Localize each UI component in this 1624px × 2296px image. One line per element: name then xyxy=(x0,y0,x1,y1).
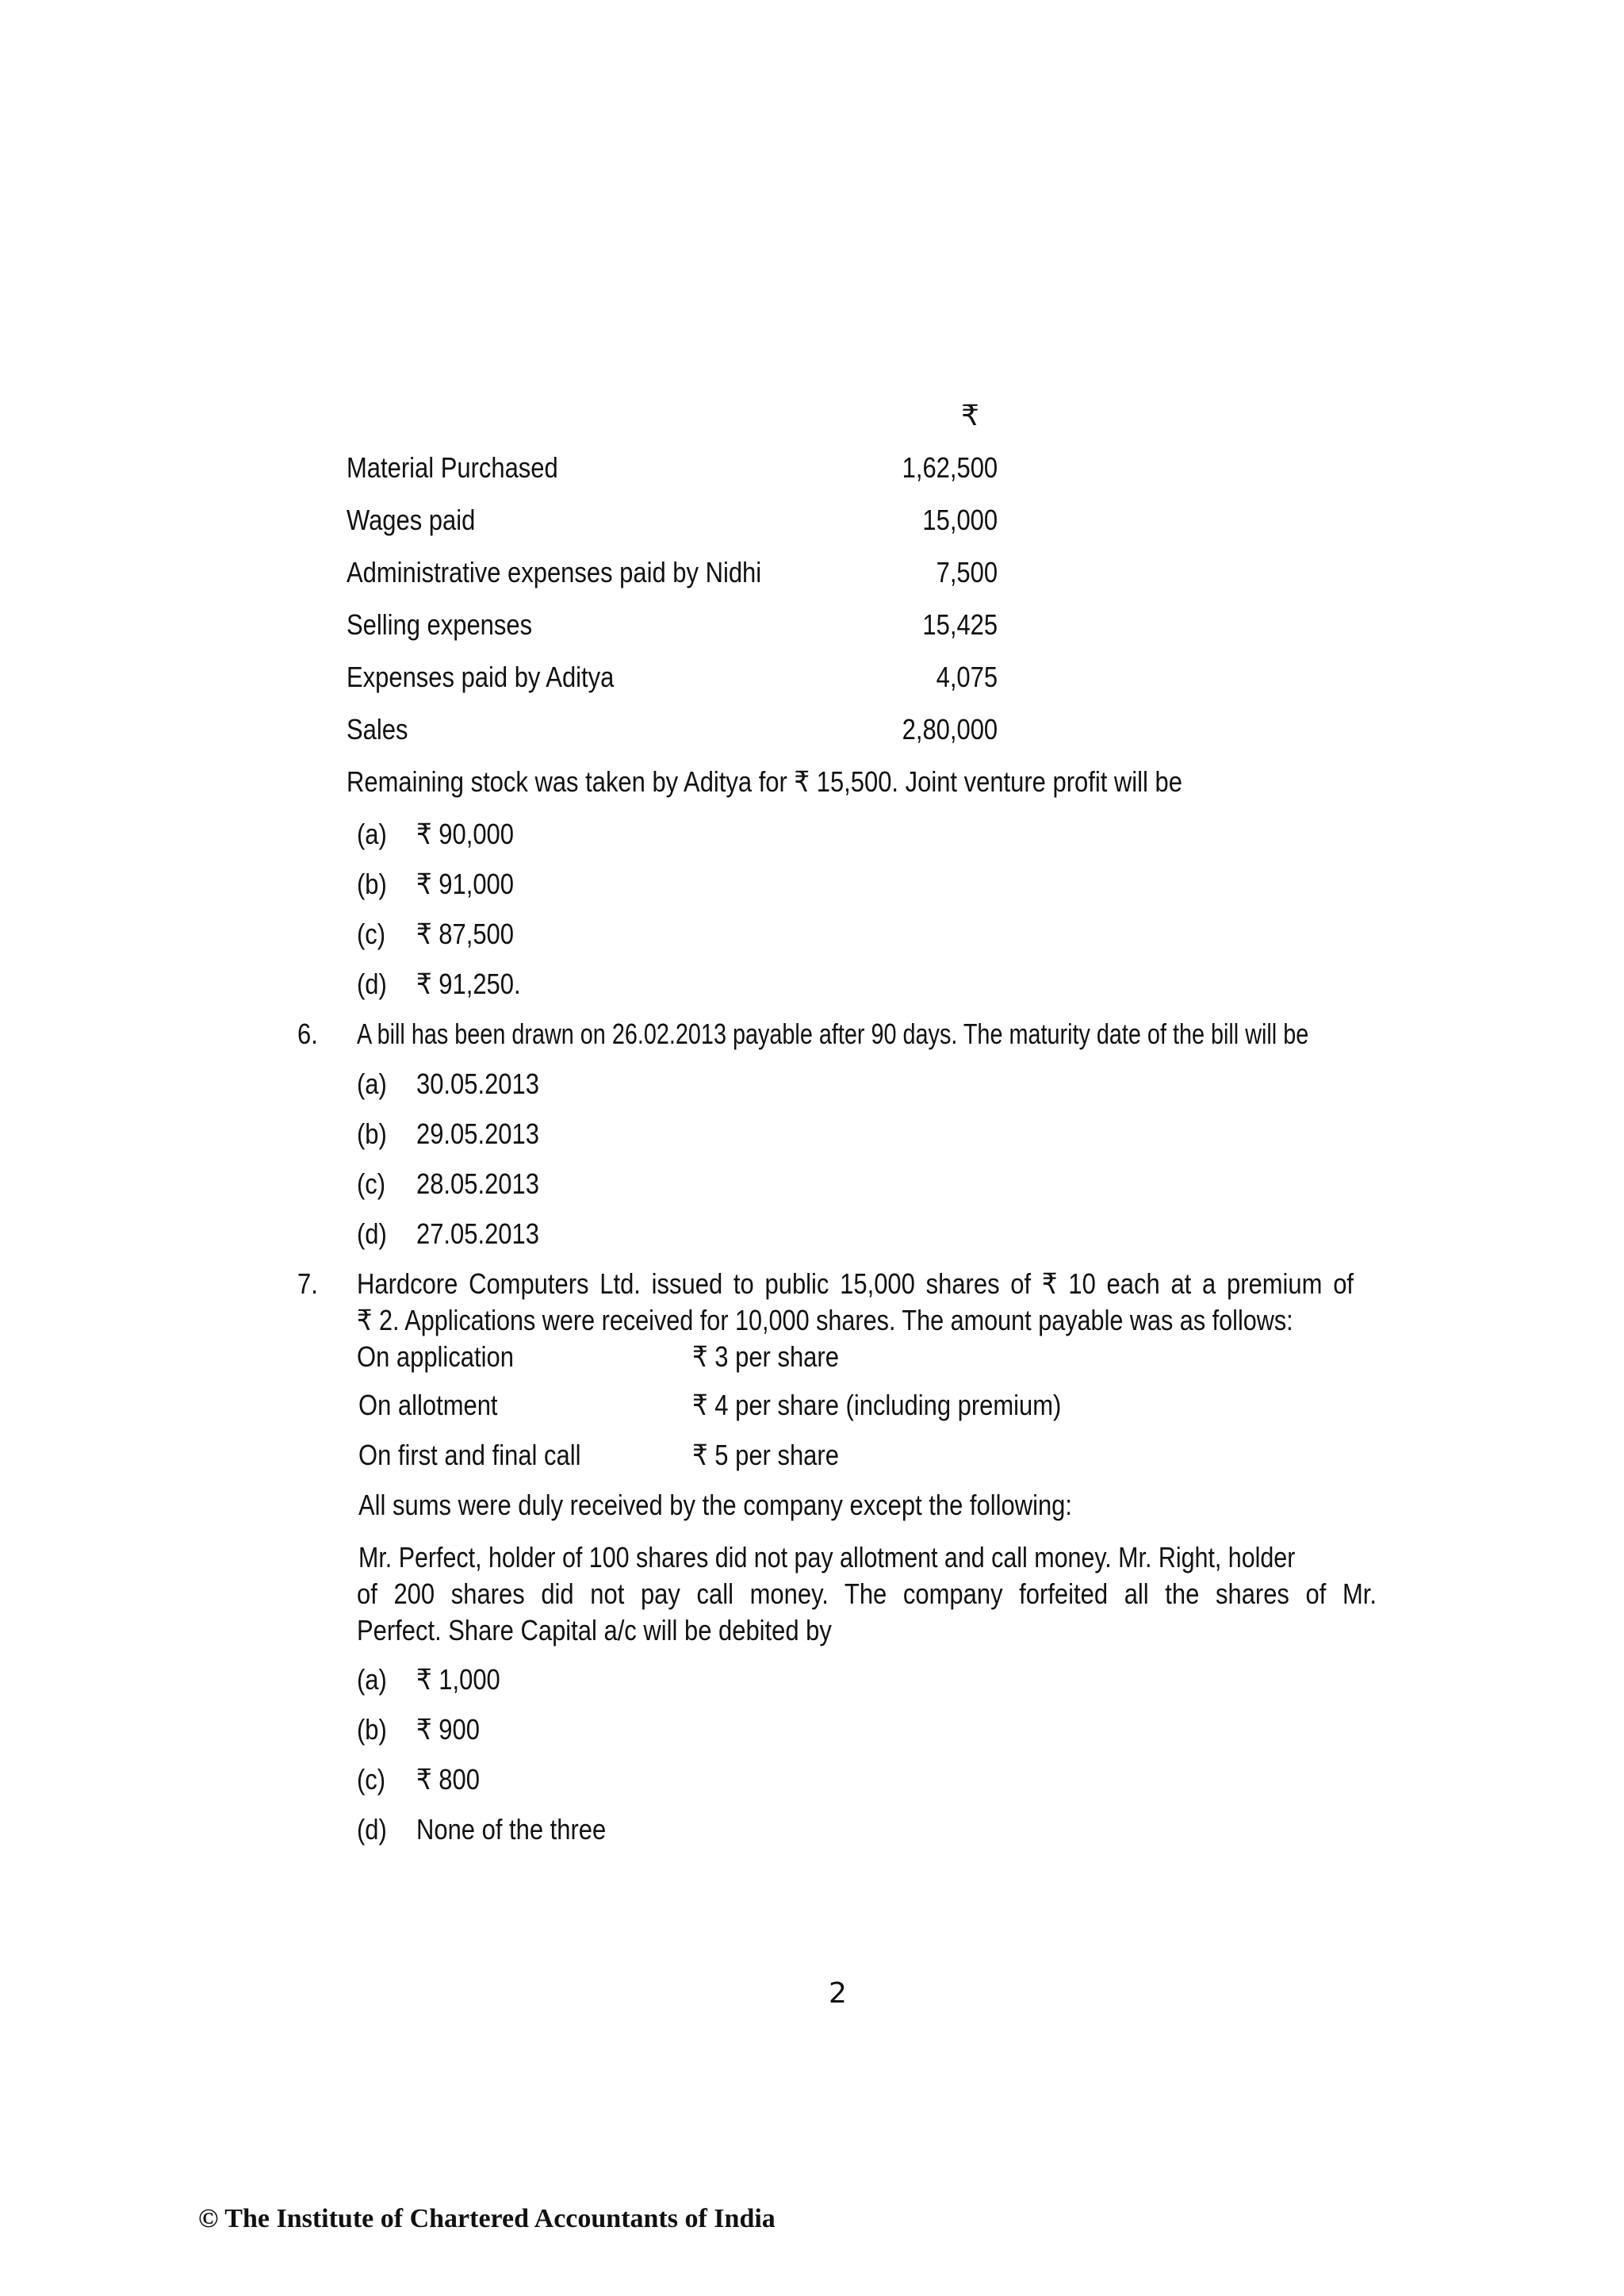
option-key: (b) xyxy=(357,1713,387,1746)
q7-detail-line: Perfect. Share Capital a/c will be debited by xyxy=(357,1614,832,1646)
payment-amount: ₹ 3 per share xyxy=(692,1340,839,1373)
page-number: 2 xyxy=(829,1977,847,2010)
option-key: (a) xyxy=(357,1663,387,1696)
table-row-label: Administrative expenses paid by Nidhi xyxy=(347,556,762,588)
option-key: (c) xyxy=(357,1763,386,1796)
option-key: (d) xyxy=(357,1813,387,1846)
option-key: (a) xyxy=(357,818,387,850)
question-number: 6. xyxy=(297,1018,318,1050)
option-text: ₹ 90,000 xyxy=(416,818,514,850)
table-row-label: Expenses paid by Aditya xyxy=(347,661,615,693)
q7-stem-line: Hardcore Computers Ltd. issued to public 15,000 shares of ₹ 10 each at a premium of xyxy=(357,1267,1354,1300)
option-key: (c) xyxy=(357,1167,386,1200)
footer-copyright: © The Institute of Chartered Accountants of India xyxy=(198,2204,776,2233)
option-text: 29.05.2013 xyxy=(416,1117,539,1150)
payment-stage: On allotment xyxy=(358,1389,498,1421)
option-key: (a) xyxy=(357,1068,387,1100)
table-row-label: Selling expenses xyxy=(347,608,533,641)
option-key: (b) xyxy=(357,1117,387,1150)
option-text: 30.05.2013 xyxy=(416,1068,539,1100)
payment-stage: On first and final call xyxy=(358,1439,581,1471)
table-row-amount: 15,000 xyxy=(922,504,998,536)
table-row-label: Wages paid xyxy=(347,504,476,536)
q7-note: All sums were duly received by the company except the following: xyxy=(358,1489,1073,1521)
option-key: (c) xyxy=(357,918,386,950)
option-text: ₹ 87,500 xyxy=(416,918,514,950)
option-text: None of the three xyxy=(416,1813,607,1846)
option-text: 27.05.2013 xyxy=(416,1217,539,1250)
question-number: 7. xyxy=(297,1267,318,1300)
q7-detail-line: of 200 shares did not pay call money. The company forfeited all the shares of Mr. xyxy=(357,1577,1377,1610)
option-key: (b) xyxy=(357,868,387,900)
option-text: ₹ 1,000 xyxy=(416,1663,500,1696)
option-text: ₹ 91,250. xyxy=(416,968,521,1000)
table-row-label: Sales xyxy=(347,713,408,746)
q6-stem: A bill has been drawn on 26.02.2013 payable after 90 days. The maturity date of the bill will be xyxy=(357,1018,1309,1050)
option-text: 28.05.2013 xyxy=(416,1167,539,1200)
q7-detail-line: Mr. Perfect, holder of 100 shares did not pay allotment and call money. Mr. Right, holder xyxy=(358,1541,1296,1573)
currency-header: ₹ xyxy=(961,399,979,431)
q7-stem-line: ₹ 2. Applications were received for 10,000 shares. The amount payable was as follows: xyxy=(357,1304,1293,1336)
table-row-amount: 1,62,500 xyxy=(902,451,998,484)
table-row-amount: 4,075 xyxy=(936,661,998,693)
q5-stem: Remaining stock was taken by Aditya for ₹ 15,500. Joint venture profit will be xyxy=(347,765,1182,798)
table-row-amount: 2,80,000 xyxy=(902,713,998,746)
option-key: (d) xyxy=(357,1217,387,1250)
payment-amount: ₹ 4 per share (including premium) xyxy=(692,1389,1062,1421)
option-text: ₹ 900 xyxy=(416,1713,480,1746)
table-row-amount: 7,500 xyxy=(936,556,998,588)
payment-stage: On application xyxy=(357,1340,514,1373)
table-row-amount: 15,425 xyxy=(922,608,998,641)
option-key: (d) xyxy=(357,968,387,1000)
option-text: ₹ 800 xyxy=(416,1763,480,1796)
table-row-label: Material Purchased xyxy=(347,451,558,484)
payment-amount: ₹ 5 per share xyxy=(692,1439,839,1471)
option-text: ₹ 91,000 xyxy=(416,868,514,900)
